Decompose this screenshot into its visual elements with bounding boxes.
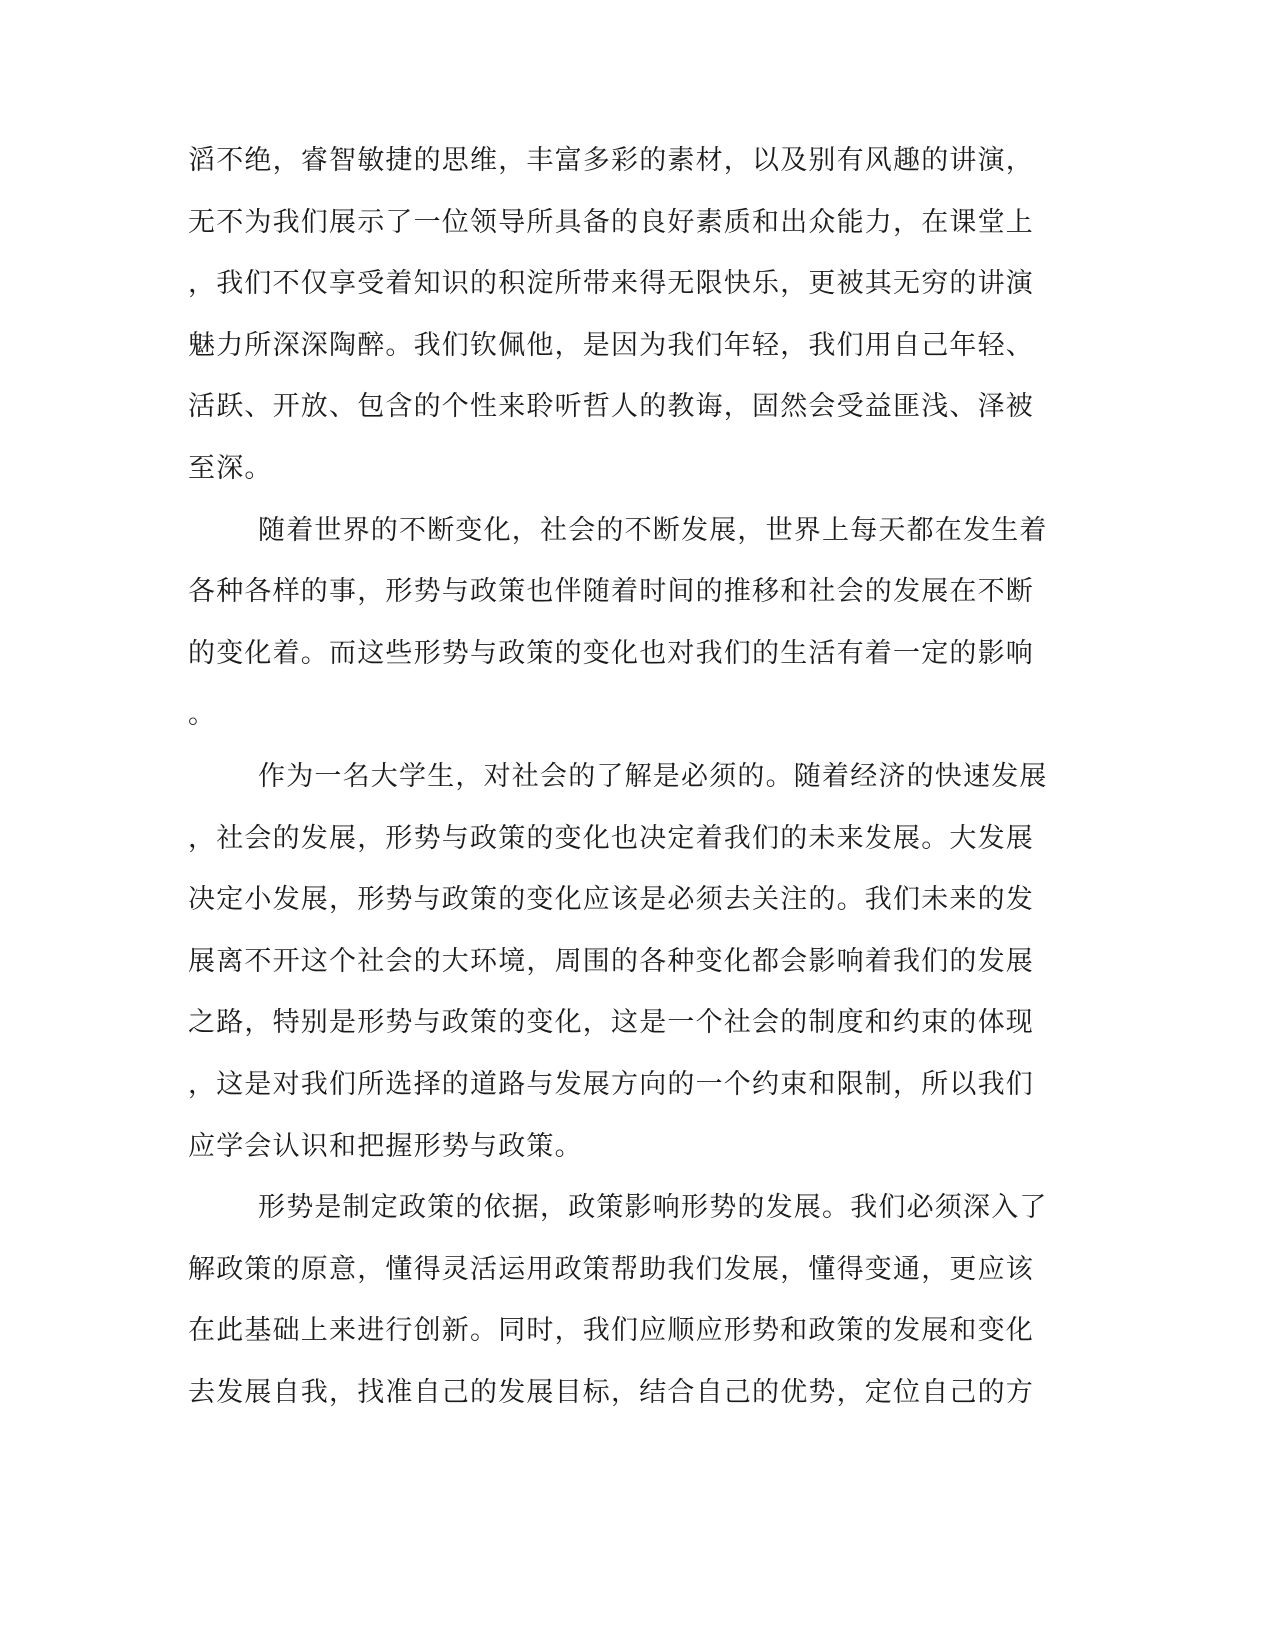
paragraph-first-line: 形势是制定政策的依据，政策影响形势的发展。我们必须深入了 [258, 1192, 1048, 1224]
text-line: 解政策的原意，懂得灵活运用政策帮助我们发展，懂得变通，更应该 [188, 1253, 1034, 1285]
text-line: 无不为我们展示了一位领导所具备的良好素质和出众能力，在课堂上 [188, 206, 1034, 238]
text-line: 魅力所深深陶醉。我们钦佩他，是因为我们年轻，我们用自己年轻、 [188, 329, 1034, 361]
paragraph-first-line: 作为一名大学生，对社会的了解是必须的。随着经济的快速发展 [258, 760, 1048, 792]
text-line: ，社会的发展，形势与政策的变化也决定着我们的未来发展。大发展 [188, 822, 1034, 854]
text-line: 应学会认识和把握形势与政策。 [188, 1130, 583, 1162]
text-line: 去发展自我，找准自己的发展目标，结合自己的优势，定位自己的方 [188, 1376, 1034, 1408]
text-line: 之路，特别是形势与政策的变化，这是一个社会的制度和约束的体现 [188, 1007, 1034, 1039]
text-line: 滔不绝，睿智敏捷的思维，丰富多彩的素材，以及别有风趣的讲演， [188, 145, 1034, 176]
text-line: 各种各样的事，形势与政策也伴随着时间的推移和社会的发展在不断 [188, 576, 1034, 608]
paragraph-first-line: 随着世界的不断变化，社会的不断发展，世界上每天都在发生着 [258, 514, 1048, 546]
text-line: ，我们不仅享受着知识的积淀所带来得无限快乐，更被其无穷的讲演 [188, 268, 1034, 300]
text-line: 的变化着。而这些形势与政策的变化也对我们的生活有着一定的影响 [188, 637, 1034, 669]
text-line: 至深。 [188, 452, 273, 484]
text-line: 决定小发展，形势与政策的变化应该是必须去关注的。我们未来的发 [188, 884, 1034, 916]
body-text [188, 130, 1068, 1423]
text-line: ，这是对我们所选择的道路与发展方向的一个约束和限制，所以我们 [188, 1068, 1034, 1100]
text-line: 活跃、开放、包含的个性来聆听哲人的教诲，固然会受益匪浅、泽被 [188, 391, 1034, 423]
text-line: 在此基础上来进行创新。同时，我们应顺应形势和政策的发展和变化 [188, 1315, 1034, 1347]
text-line: 展离不开这个社会的大环境，周围的各种变化都会影响着我们的发展 [188, 945, 1034, 977]
text-line: 。 [188, 699, 217, 731]
